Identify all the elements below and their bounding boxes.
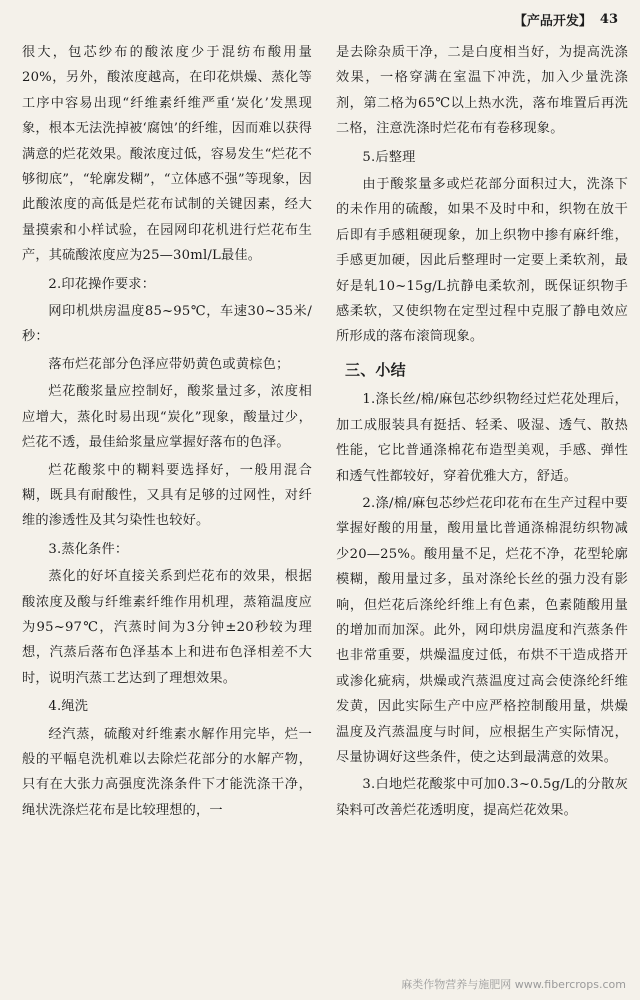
paragraph: 落布烂花部分色泽应带奶黄色或黄棕色；: [48, 356, 290, 372]
paragraph: 蒸化的好坏直接关系到烂花布的效果，根据酸浓度及酸与纤维素纤维作用机理，蒸箱温度应为95~97℃，汽蒸时间为3分钟±20秒较为理想，汽蒸后落布色泽基本上和进布色泽相差不大时，说明汽蒸工艺达到了理想效果。: [22, 569, 312, 686]
paragraph: 由于酸浆量多或烂花部分面积过大，洗涤下的未作用的硫酸，如果不及时中和，织物在放干后即有手感粗硬现象，加上织物中掺有麻纤维，手感更加硬，因此后整理时一定要上柔软剂，最好是轧10~15g/L抗静电柔软剂，既保证织物手感柔软，又使织物在定型过程中克服了静电效应所形成的落布滚筒现象。: [336, 177, 628, 345]
paragraph: 3.白地烂花酸浆中可加0.3~0.5g/L的分散灰染料可改善烂花透明度，提高烂花效果。: [336, 777, 628, 818]
paragraph: 2.涤/棉/麻包芯纱烂花印花布在生产过程中要掌握好酸的用量，酸用量比普通涤棉混纺织物减少20—25%。酸用量不足，烂花不净，花型轮廓模糊，酸用量过多，虽对涤纶长丝的强力没有影响，但烂花后涤纶纤维上有色素，色素随酸用量的增加而加深。此外，网印烘房温度和汽蒸条件也非常重要，烘燥温度过低，布烘不干造成搭开或渗化疵病，烘燥或汽蒸温度过高会使涤纶纤维发黄，因此实际生产中应严格控制酸用量，烘燥温度及汽蒸温度与时间，应根据生产实际情况，尽量协调好这些条件，使之达到最满意的效果。: [336, 495, 628, 765]
subsection-heading: 3.蒸化条件：: [48, 541, 129, 557]
paragraph: 烂花酸浆量应控制好，酸浆量过多，浓度相应增大，蒸化时易出现“炭化”现象，酸量过少，烂花不透，最佳給浆量应掌握好落布的色泽。: [22, 384, 312, 451]
page-number: 43: [599, 11, 618, 27]
section-heading: 三、小结: [345, 360, 406, 379]
subsection-heading: 5.后整理: [362, 149, 416, 165]
right-column: [336, 40, 628, 825]
section-label: 【产品开发】: [513, 13, 592, 29]
paragraph: 是去除杂质干净，二是白度相当好，为提高洗涤效果，一格穿满在室温下冲洗，加入少量洗涤剂，第二格为65℃以上热水洗，落布堆置后再洗二格，注意洗涤时烂花布有卷移现象。: [336, 45, 628, 137]
watermark: 麻类作物营养与施肥网 www.fibercrops.com: [401, 978, 626, 991]
page-header: [22, 8, 618, 30]
paragraph: 1.涤长丝/棉/麻包芯纱织物经过烂花处理后，加工成服装具有挺括、轻柔、吸湿、透气、散热性能，它比普通涤棉花布造型美观，手感、弹性和透气性都较好，穿着优雅大方，舒适。: [336, 392, 628, 484]
paragraph: 网印机烘房温度85~95℃，车速30~35米/秒：: [22, 304, 312, 345]
paragraph: 很大，包芯纱布的酸浓度少于混纺布酸用量20%，另外，酸浓度越高，在印花烘燥、蒸化等工序中容易出现“纤维素纤维严重‘炭化’发黑现象，根本无法洗掉被‘腐蚀’的纤维，因而难以获得满意的烂花效果。酸浓度过低，容易发生“烂花不够彻底”，“轮廓发糊”，“立体感不强”等现象，因此酸浓度的高低是烂花布试制的关键因素，经大量摸索和小样试验，在园网印花机进行烂花布生产，其硫酸浓度应为25—30ml/L最佳。: [22, 45, 312, 264]
left-column: [22, 40, 312, 825]
paragraph: 烂花酸浆中的糊料要选择好，一般用混合糊，既具有耐酸性，又具有足够的过网性，对纤维的渗透性及其匀染性也较好。: [22, 462, 312, 529]
paragraph: 经汽蒸，硫酸对纤维素水解作用完毕，烂一般的平幅皂洗机难以去除烂花部分的水解产物，只有在大张力高强度洗涤条件下才能洗涤干净，绳状洗涤烂花布是比较理想的，一: [22, 726, 312, 818]
subsection-heading: 2.印花操作要求：: [48, 276, 156, 292]
subsection-heading: 4.绳洗: [48, 699, 89, 715]
